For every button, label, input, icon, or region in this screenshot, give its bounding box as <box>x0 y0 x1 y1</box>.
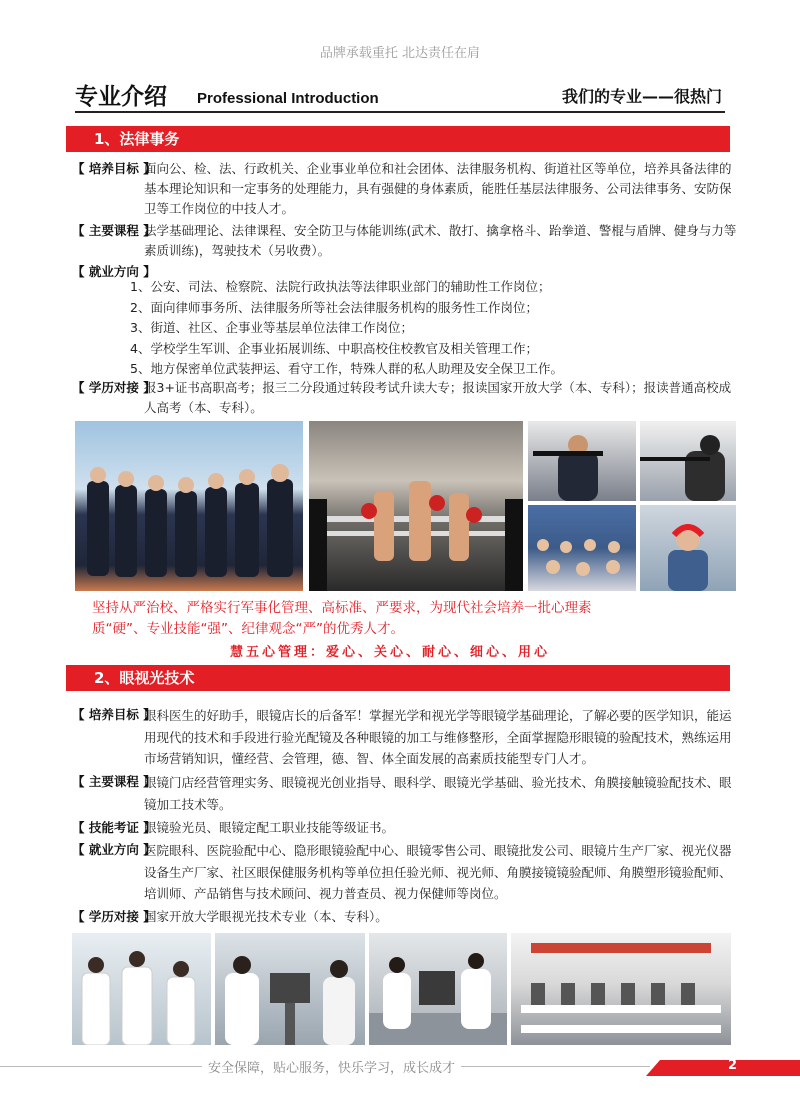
section2-course-label: 【 主要课程 】 <box>72 774 156 789</box>
section2-edu-text: 国家开放大学眼视光技术专业（本、专科）。 <box>144 909 388 924</box>
section1-course <box>72 221 742 261</box>
section1-goal <box>72 159 742 219</box>
photo-lens-lab <box>369 933 507 1045</box>
list-item: 2、面向律师事务所、法律服务所等社会法律服务机构的服务性工作岗位； <box>130 299 538 315</box>
section2-skill-label: 【 技能考证 】 <box>72 820 156 835</box>
slogan-line: 坚持从严治校、严格实行军事化管理、高标准、严要求，为现代社会培养一批心理素 <box>92 600 592 616</box>
section1-edu-label: 【 学历对接 】 <box>72 380 156 395</box>
section2-skill <box>72 818 742 838</box>
photo-military-drill <box>75 421 303 591</box>
photo-eye-exam <box>215 933 365 1045</box>
section2-job <box>72 840 742 905</box>
photo-police-uniform <box>640 505 736 591</box>
section2-goal-label: 【 培养目标 】 <box>72 707 156 722</box>
photo-shooting-training <box>528 421 636 501</box>
header-rule <box>75 111 725 113</box>
section2-course-text: 眼镜门店经营管理实务、眼镜视光创业指导、眼科学、眼镜光学基础、验光技术、角膜接触镜验配技术、眼镜加工技术等。 <box>144 775 732 812</box>
page-title: 专业介绍 <box>75 84 167 110</box>
section2-title: 2、眼视光技术 <box>66 665 730 691</box>
section2-skill-text: 眼镜验光员、眼镜定配工职业技能等级证书。 <box>144 820 395 835</box>
list-item: 5、地方保密单位武装押运、看守工作，特殊人群的私人助理及安全保卫工作。 <box>130 361 563 376</box>
section1-title: 1、法律事务 <box>66 126 730 152</box>
section2-goal <box>72 705 742 770</box>
photo-rifle-practice <box>640 421 736 501</box>
photo-classroom <box>528 505 636 591</box>
section1-course-text: 法学基础理论、法律课程、安全防卫与体能训练(武术、散打、擒拿格斗、跆拳道、警棍与盾牌、健身与力等素质训练)，驾驶技术（另收费）。 <box>144 223 737 258</box>
section1-management-slogan: 慧五心管理：爱心、关心、耐心、细心、用心 <box>230 645 551 660</box>
section1-job-list <box>130 277 720 380</box>
photo-optometry-students <box>72 933 211 1045</box>
photo-boxing-ring <box>309 421 523 591</box>
section1-goal-text: 面向公、检、法、行政机关、企业事业单位和社会团体、法律服务机构、街道社区等单位，培养具备法律的基本理论知识和一定事务的处理能力，具有强健的身体素质，能胜任基层法律服务、公司法律事务、安防保卫等工作岗位的中技人才。 <box>144 161 732 216</box>
footer-slogan: 安全保障，贴心服务，快乐学习，成长成才 <box>202 1057 461 1076</box>
header-slogan: 我们的专业——很热门 <box>561 87 722 106</box>
slogan-line: 质“硬”、专业技能“强”、纪律观念“严”的优秀人才。 <box>92 621 404 637</box>
section1-slogan <box>92 598 692 640</box>
section1-edu-text: 报3+证书高职高考；报三二分段通过转段考试升读大专；报读国家开放大学（本、专科）；报读普通高校成人高考（本、专科）。 <box>144 380 732 415</box>
page-number: 2 <box>728 1058 738 1073</box>
list-item: 4、学校学生军训、企事业拓展训练、中职高校住校教官及相关管理工作； <box>130 340 538 356</box>
section1-job-label: 【 就业方向 】 <box>72 264 156 279</box>
list-item: 3、街道、社区、企事业等基层单位法律工作岗位； <box>130 320 413 335</box>
section1-course-label: 【 主要课程 】 <box>72 223 156 238</box>
header-tagline: 品牌承载重托 北达责任在肩 <box>319 46 481 61</box>
section2-job-label: 【 就业方向 】 <box>72 842 156 857</box>
section2-edu-label: 【 学历对接 】 <box>72 909 156 924</box>
section1-edu <box>72 378 742 418</box>
section2-edu <box>72 907 742 927</box>
page-title-en: Professional Introduction <box>197 90 379 107</box>
section2-goal-text: 眼科医生的好助手，眼镜店长的后备军！掌握光学和视光学等眼镜学基础理论，了解必要的医学知识，能运用现代的技术和手段进行验光配镜及各种眼镜的加工与维修整形，全面掌握隐形眼镜的验配技术，熟练运用市场营销知识，懂经营、会管理，德、智、体全面发展的高素质技能型专门人才。 <box>144 708 732 766</box>
list-item: 1、公安、司法、检察院、法院行政执法等法律职业部门的辅助性工作岗位； <box>130 279 551 294</box>
section1-goal-label: 【 培养目标 】 <box>72 161 156 176</box>
photo-training-room <box>511 933 731 1045</box>
section2-job-text: 医院眼科、医院验配中心、隐形眼镜验配中心、眼镜零售公司、眼镜批发公司、眼镜片生产厂家、视光仪器设备生产厂家、社区眼保健服务机构等单位担任验光师、视光师、角膜接镜镜验配师、角膜塑形镜验配师、培训师、产品销售与技术顾问、视力普查员、视力保健师等岗位。 <box>144 843 732 901</box>
section2-course <box>72 772 742 815</box>
